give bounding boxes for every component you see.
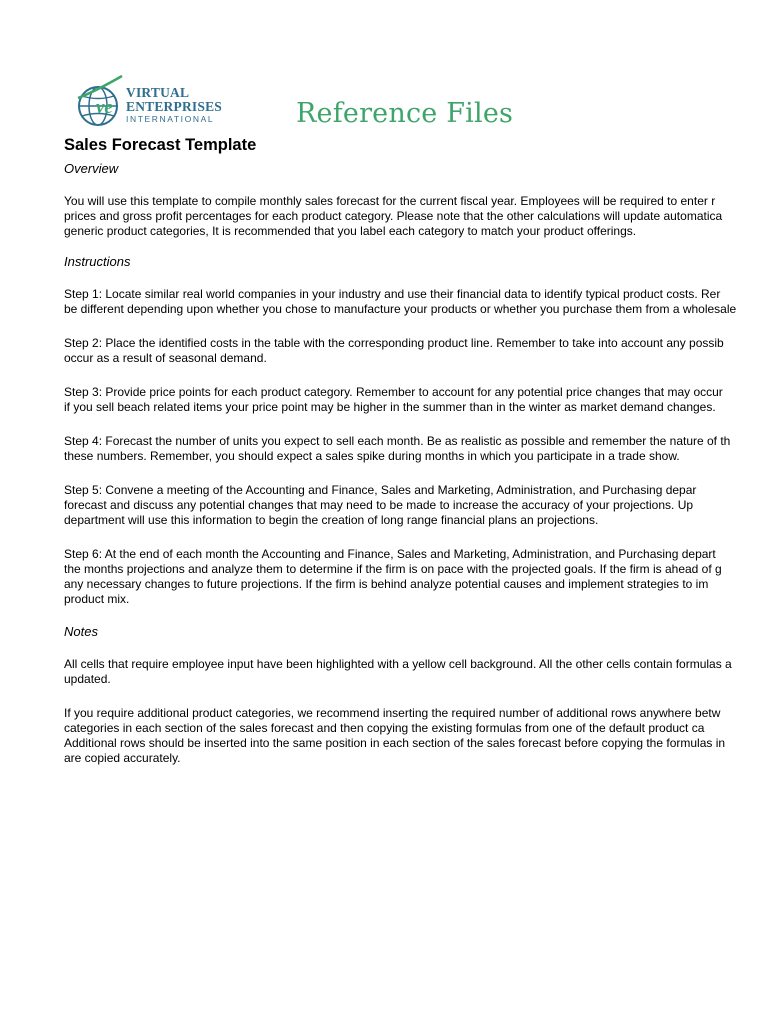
step-6-paragraph	[64, 547, 768, 607]
notes-line: are copied accurately.	[64, 751, 181, 765]
step-line: Step 5: Convene a meeting of the Accounting and Finance, Sales and Marketing, Administration, and Purchasing depar	[64, 483, 697, 497]
step-line: if you sell beach related items your price point may be higher in the summer than in the winter as market demand changes.	[64, 400, 716, 414]
logo-line-3: INTERNATIONAL	[126, 114, 215, 124]
reference-files-title: Reference Files	[296, 98, 514, 129]
overview-heading: Overview	[64, 161, 119, 176]
notes-line: categories in each section of the sales forecast and then copying the existing formulas from one of the default product ca	[64, 721, 705, 735]
step-line: Step 1: Locate similar real world companies in your industry and use their financial data to identify typical product costs. Rer	[64, 287, 721, 301]
svg-text:ve: ve	[96, 97, 113, 118]
step-1-paragraph	[64, 287, 768, 317]
step-line: the months projections and analyze them to determine if the firm is on pace with the projected goals. If the firm is ahead of g	[64, 562, 722, 576]
step-line: department will use this information to begin the creation of long range financial plans an projections.	[64, 513, 599, 527]
step-4-paragraph	[64, 434, 768, 464]
logo-line-2: ENTERPRISES	[126, 99, 222, 114]
notes-heading: Notes	[64, 624, 98, 639]
notes-line: Additional rows should be inserted into the same position in each section of the sales forecast before copying the formulas in	[64, 736, 726, 750]
step-line: these numbers. Remember, you should expect a sales spike during months in which you participate in a trade show.	[64, 449, 680, 463]
step-5-paragraph	[64, 483, 768, 528]
step-line: product mix.	[64, 592, 130, 606]
notes-line: If you require additional product categories, we recommend inserting the required number of additional rows anywhere betw	[64, 706, 721, 720]
globe-logo-icon	[72, 74, 128, 130]
step-line: Step 6: At the end of each month the Accounting and Finance, Sales and Marketing, Administration, and Purchasing depart	[64, 547, 716, 561]
overview-line: prices and gross profit percentages for each product category. Please note that the other calculations will update automatica	[64, 209, 723, 223]
logo-wordmark	[126, 74, 222, 125]
document-body	[64, 160, 768, 766]
step-2-paragraph	[64, 336, 768, 366]
step-line: Step 4: Forecast the number of units you expect to sell each month. Be as realistic as possible and remember the nature of th	[64, 434, 731, 448]
overview-line: You will use this template to compile monthly sales forecast for the current fiscal year. Employees will be required to enter r	[64, 194, 716, 208]
notes-paragraph-2	[64, 706, 768, 766]
virtual-enterprises-logo	[72, 74, 232, 130]
overview-paragraph	[64, 194, 768, 239]
step-line: be different depending upon whether you chose to manufacture your products or whether you purchase them from a wholesale	[64, 302, 737, 316]
step-line: Step 2: Place the identified costs in the table with the corresponding product line. Remember to take into account any possib	[64, 336, 724, 350]
document-title: Sales Forecast Template	[64, 136, 257, 154]
notes-line: All cells that require employee input have been highlighted with a yellow cell background. All the other cells contain formulas a	[64, 657, 732, 671]
logo-line-1: VIRTUAL	[126, 85, 190, 100]
notes-line: updated.	[64, 672, 111, 686]
step-line: Step 3: Provide price points for each product category. Remember to account for any potential price changes that may occur	[64, 385, 723, 399]
step-line: any necessary changes to future projections. If the firm is behind analyze potential causes and implement strategies to im	[64, 577, 709, 591]
step-3-paragraph	[64, 385, 768, 415]
instructions-heading: Instructions	[64, 254, 131, 269]
step-line: occur as a result of seasonal demand.	[64, 351, 267, 365]
overview-line: generic product categories, It is recommended that you label each category to match your product offerings.	[64, 224, 637, 238]
step-line: forecast and discuss any potential changes that may need to be made to increase the accuracy of your projections. Up	[64, 498, 694, 512]
notes-paragraph-1	[64, 657, 768, 687]
